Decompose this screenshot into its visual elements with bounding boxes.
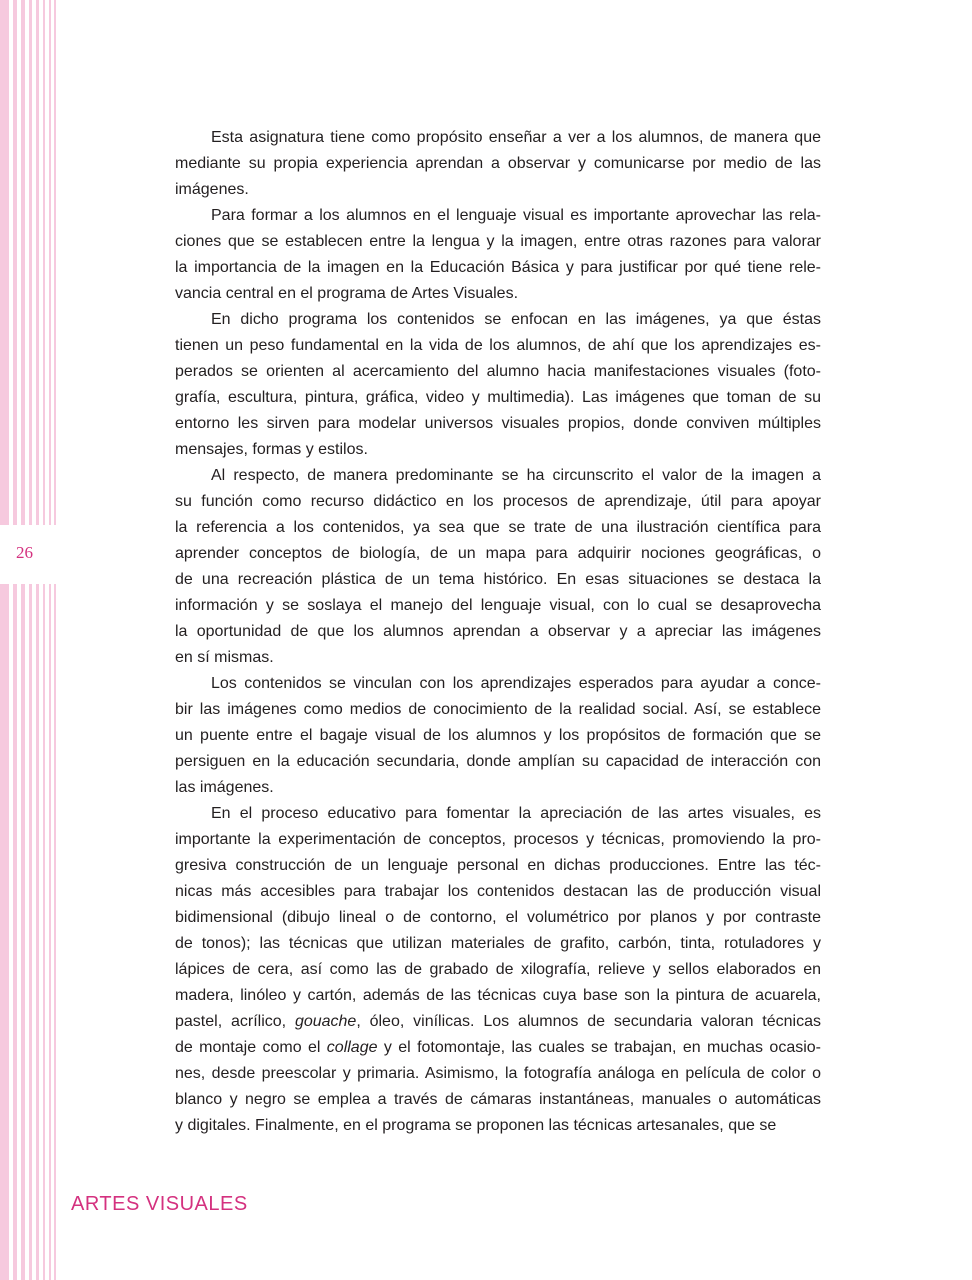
text-line: blanco y negro se emplea a través de cámaras instantáneas, manuales o automáticas	[175, 1091, 821, 1108]
paragraph	[175, 801, 821, 1139]
text-line: información y se soslaya el manejo del lenguaje visual, con lo cual se desaprovecha	[175, 597, 821, 614]
text-line: entorno les sirven para modelar universos visuales propios, donde conviven múltiples	[175, 415, 821, 432]
text-line: lápices de cera, así como las de grabado de xilografía, relieve y sellos elaborados en	[175, 961, 821, 978]
page-number: 26	[16, 543, 33, 562]
text-line: la referencia a los contenidos, ya sea que se trate de una ilustración científica para	[175, 519, 821, 536]
body-text	[175, 125, 821, 1139]
text-line: pastel, acrílico, gouache, óleo, vinílicas. Los alumnos de secundaria valoran técnicas	[175, 1013, 821, 1030]
text-line: ciones que se establecen entre la lengua y la imagen, entre otras razones para valorar	[175, 233, 821, 250]
text-line: las imágenes.	[175, 779, 274, 796]
text-line: Para formar a los alumnos en el lenguaje visual es importante aprovechar las rela-	[211, 207, 821, 224]
footer-section-title: ARTES VISUALES	[71, 1193, 248, 1215]
stripe-group-top	[0, 0, 60, 525]
paragraph	[175, 125, 821, 203]
paragraph	[175, 203, 821, 307]
text-line: su función como recurso didáctico en los procesos de aprendizaje, útil para apoyar	[175, 493, 821, 510]
text-line: persiguen en la educación secundaria, donde amplían su capacidad de interacción con	[175, 753, 821, 770]
text-line: de tonos); las técnicas que utilizan materiales de grafito, carbón, tinta, rotuladores y	[175, 935, 821, 952]
text-line: imágenes.	[175, 181, 249, 198]
text-line: en sí mismas.	[175, 649, 274, 666]
text-line: perados se orienten al acercamiento del alumno hacia manifestaciones visuales (foto-	[175, 363, 821, 380]
text-line: bir las imágenes como medios de conocimiento de la realidad social. Así, se establece	[175, 701, 821, 718]
text-line: Los contenidos se vinculan con los aprendizajes esperados para ayudar a conce-	[211, 675, 821, 692]
text-line: Al respecto, de manera predominante se ha circunscrito el valor de la imagen a	[211, 467, 821, 484]
text-line: de una recreación plástica de un tema histórico. En esas situaciones se destaca la	[175, 571, 821, 588]
text-line: de montaje como el collage y el fotomontaje, las cuales se trabajan, en muchas ocasio-	[175, 1039, 822, 1056]
text-line: Esta asignatura tiene como propósito enseñar a ver a los alumnos, de manera que	[211, 129, 821, 146]
decorative-margin-stripes	[0, 0, 60, 1280]
text-line: un puente entre el bagaje visual de los alumnos y los propósitos de formación que se	[175, 727, 821, 744]
text-line: madera, linóleo y cartón, además de las técnicas cuya base son la pintura de acuarela,	[175, 987, 821, 1004]
text-line: y digitales. Finalmente, en el programa se proponen las técnicas artesanales, que se	[175, 1117, 777, 1134]
text-line: nes, desde preescolar y primaria. Asimismo, la fotografía análoga en película de color o	[175, 1065, 821, 1082]
text-line: aprender conceptos de biología, de un mapa para adquirir nociones geográficas, o	[175, 545, 821, 562]
text-line: En el proceso educativo para fomentar la apreciación de las artes visuales, es	[211, 805, 821, 822]
text-line: bidimensional (dibujo lineal o de contorno, el volumétrico por planos y por contraste	[175, 909, 821, 926]
stripe-group-bottom	[0, 584, 60, 1280]
text-line: importante la experimentación de conceptos, procesos y técnicas, promoviendo la pro-	[175, 831, 821, 848]
paragraph	[175, 463, 821, 671]
paragraph	[175, 671, 821, 801]
text-line: mediante su propia experiencia aprendan a observar y comunicarse por medio de las	[175, 155, 821, 172]
text-line: grafía, escultura, pintura, gráfica, video y multimedia). Las imágenes que toman de su	[175, 389, 821, 406]
text-line: En dicho programa los contenidos se enfocan en las imágenes, ya que éstas	[211, 311, 821, 328]
text-line: mensajes, formas y estilos.	[175, 441, 368, 458]
text-line: vancia central en el programa de Artes Visuales.	[175, 285, 519, 302]
paragraph	[175, 307, 821, 463]
text-line: gresiva construcción de un lenguaje personal en dichas producciones. Entre las téc-	[175, 857, 821, 874]
text-line: la importancia de la imagen en la Educación Básica y para justificar por qué tiene rele-	[175, 259, 821, 276]
text-line: la oportunidad de que los alumnos aprendan a observar y a apreciar las imágenes	[175, 623, 821, 640]
text-line: nicas más accesibles para trabajar los contenidos destacan las de producción visual	[175, 883, 821, 900]
text-line: tienen un peso fundamental en la vida de los alumnos, de ahí que los aprendizajes es-	[175, 337, 821, 354]
